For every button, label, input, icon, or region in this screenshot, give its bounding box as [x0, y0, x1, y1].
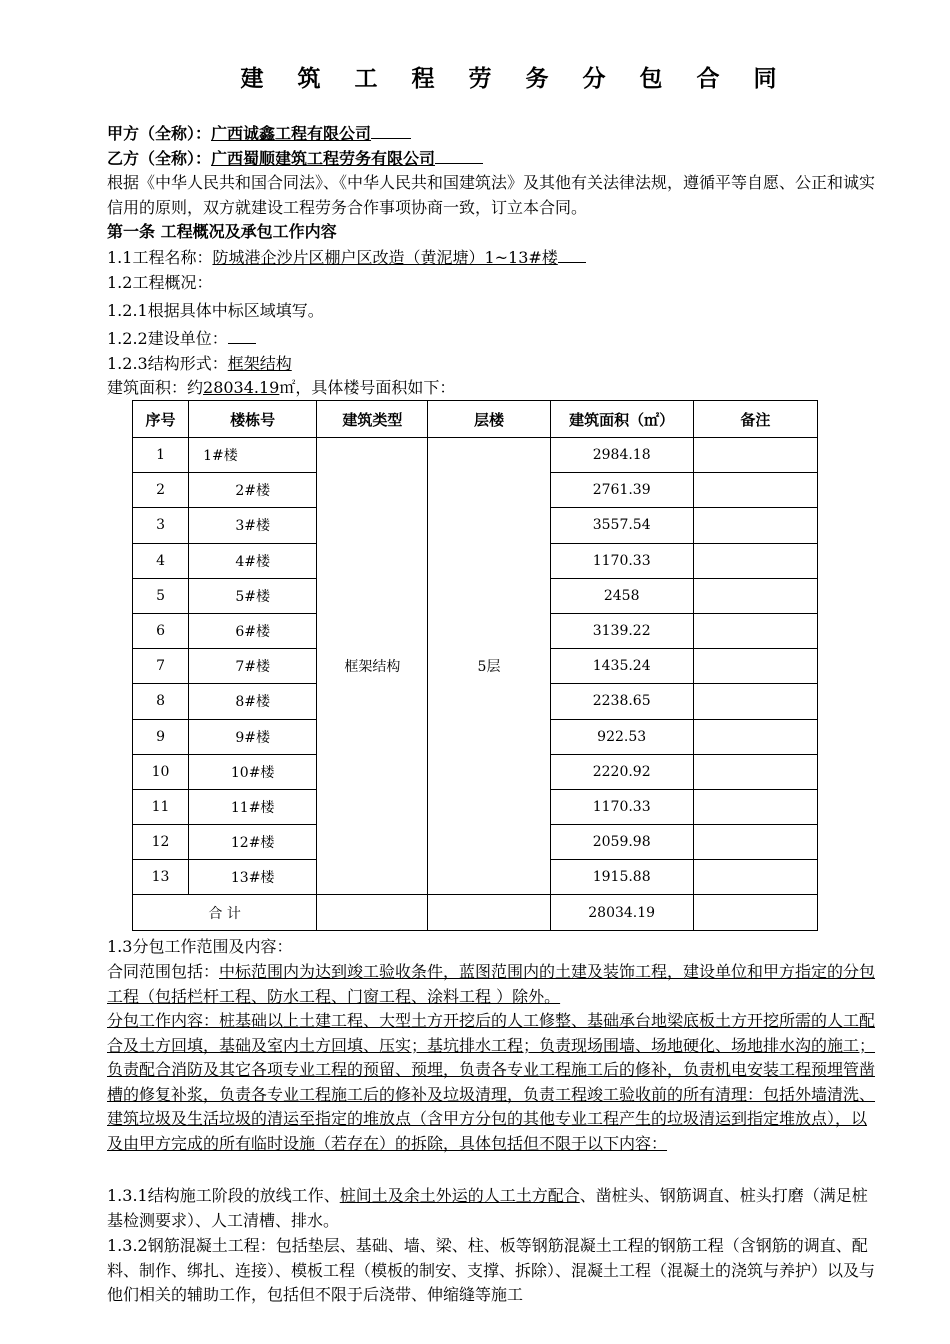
building-area: 1170.33	[550, 789, 693, 824]
row-number: 3	[133, 508, 189, 543]
row-number: 11	[133, 789, 189, 824]
building-number: 12#楼	[189, 825, 317, 860]
table-total-row	[133, 895, 818, 930]
scope-contract-body: 中标范围内为达到竣工验收条件，蓝图范围内的土建及装饰工程，建设单位和甲方指定的分包工程（包括栏杆工程、防水工程、门窗工程、涂料工程 ）除外。	[107, 962, 876, 1006]
project-name-value: 防城港企沙片区棚户区改造（黄泥塘）1~13#楼	[212, 248, 558, 267]
scope-subcontract: 分包工作内容：桩基础以上土建工程、大型土方开挖后的人工修整、基础承台地梁底板土方开挖所需的人工配合及土方回填，基础及室内土方回填、压实；基坑排水工程；负责现场围墙、场地硬化、场地排水沟的施工；负责配合消防及其它各项专业工程的预留、预埋，负责各专业工程施工后的修补，负责机电安装工程预埋管凿槽的修复补浆，负责各专业工程施工后的修补及垃圾清理，负责工程竣工验收前的所有清理：包括外墙清洗、建筑垃圾及生活垃圾的清运至指定的堆放点（含甲方分包的其他专业工程产生的垃圾清运到指定堆放点），以及由甲方完成的所有临时设施（若存在）的拆除，具体包括但不限于以下内容：	[107, 1011, 876, 1153]
preamble: 根据《中华人民共和国合同法》、《中华人民共和国建筑法》及其他有关法律法规，遵循平等自愿、公正和诚实信用的原则，双方就建设工程劳务合作事项协商一致，订立本合同。	[107, 173, 876, 217]
building-area: 2059.98	[550, 825, 693, 860]
building-area: 2761.39	[550, 473, 693, 508]
remarks-cell	[693, 613, 817, 648]
table-body	[133, 438, 818, 931]
remarks-cell	[693, 473, 817, 508]
construction-unit-blank	[228, 326, 256, 344]
building-number: 2#楼	[189, 473, 317, 508]
building-number: 13#楼	[189, 860, 317, 895]
scope-contract-prefix: 合同范围包括：	[107, 962, 220, 981]
item-1-3-1	[107, 1184, 882, 1233]
row-number: 5	[133, 578, 189, 613]
row-number: 4	[133, 543, 189, 578]
party-a-line	[107, 121, 411, 146]
row-number: 13	[133, 860, 189, 895]
item-131-c: 、凿桩头、钢筋调直、桩头打磨（满足桩基检测要求）、人工清槽、排水。	[107, 1186, 868, 1230]
building-area: 1170.33	[550, 543, 693, 578]
remarks-cell	[693, 825, 817, 860]
row-number: 8	[133, 684, 189, 719]
item-131-a: 1.3.1结构施工阶段的放线工作、	[107, 1186, 340, 1205]
project-name-blank	[558, 245, 586, 263]
col-header-remarks: 备注	[693, 401, 817, 438]
total-remarks-empty	[693, 895, 817, 930]
building-area: 2458	[550, 578, 693, 613]
overview-label: 1.2工程概况：	[107, 273, 213, 292]
remarks-cell	[693, 860, 817, 895]
table-header-row	[133, 401, 818, 438]
area-value: 28034.19	[203, 378, 280, 397]
party-a-label: 甲方（全称）：	[107, 124, 212, 143]
table-row	[133, 438, 818, 473]
article1-heading: 第一条 工程概况及承包工作内容	[107, 222, 337, 241]
overview-1: 1.2.1根据具体中标区域填写。	[107, 301, 324, 320]
overview-2-line	[107, 326, 256, 351]
building-area: 2984.18	[550, 438, 693, 473]
row-number: 12	[133, 825, 189, 860]
remarks-cell	[693, 438, 817, 473]
item-131-b: 桩间土及余土外运的人工土方配合	[339, 1186, 580, 1205]
building-number: 4#楼	[189, 543, 317, 578]
row-number: 10	[133, 754, 189, 789]
remarks-cell	[693, 508, 817, 543]
row-number: 9	[133, 719, 189, 754]
total-area: 28034.19	[550, 895, 693, 930]
remarks-cell	[693, 649, 817, 684]
overview-2: 1.2.2建设单位：	[107, 329, 228, 348]
building-number: 5#楼	[189, 578, 317, 613]
remarks-cell	[693, 578, 817, 613]
document-title: 建 筑 工 程 劳 务 分 包 合 同	[240, 66, 790, 92]
building-number: 8#楼	[189, 684, 317, 719]
row-number: 7	[133, 649, 189, 684]
area-prefix: 建筑面积：约	[107, 378, 204, 397]
project-name-line	[107, 245, 586, 270]
area-line	[107, 376, 455, 400]
floor-count: 5层	[428, 438, 550, 895]
remarks-cell	[693, 789, 817, 824]
building-area: 3139.22	[550, 613, 693, 648]
scope-contract	[107, 960, 882, 1009]
building-number: 11#楼	[189, 789, 317, 824]
row-number: 1	[133, 438, 189, 473]
party-b-blank	[435, 146, 483, 164]
party-b-name: 广西蜀顺建筑工程劳务有限公司	[211, 149, 436, 168]
building-number: 1#楼	[189, 438, 317, 473]
building-area: 3557.54	[550, 508, 693, 543]
item-1-3-2: 1.3.2钢筋混凝土工程：包括垫层、基础、墙、梁、柱、板等钢筋混凝土工程的钢筋工程（含钢筋的调直、配料、制作、绑扎、连接）、模板工程（模板的制安、支撑、拆除）、混凝土工程（混凝土的浇筑与养护）以及与他们相关的辅助工作，包括但不限于后浇带、伸缩缝等施工	[107, 1236, 876, 1304]
building-area-table	[132, 400, 818, 931]
party-b-line	[107, 146, 483, 171]
overview-3-line	[107, 352, 292, 376]
remarks-cell	[693, 543, 817, 578]
building-number: 10#楼	[189, 754, 317, 789]
row-number: 6	[133, 613, 189, 648]
col-header-floors: 层楼	[428, 401, 550, 438]
scope-heading: 1.3分包工作范围及内容：	[107, 937, 293, 956]
building-type: 框架结构	[317, 438, 428, 895]
total-type-empty	[317, 895, 428, 930]
col-header-building: 楼栋号	[189, 401, 317, 438]
building-number: 7#楼	[189, 649, 317, 684]
project-name-label: 1.1工程名称：	[107, 248, 213, 267]
structure-value: 框架结构	[227, 354, 292, 373]
remarks-cell	[693, 719, 817, 754]
total-floors-empty	[428, 895, 550, 930]
building-number: 6#楼	[189, 613, 317, 648]
area-suffix: ㎡，具体楼号面积如下：	[279, 378, 456, 397]
building-area: 2220.92	[550, 754, 693, 789]
party-b-label: 乙方（全称）：	[107, 149, 212, 168]
total-label: 合 计	[133, 895, 317, 930]
building-area: 1915.88	[550, 860, 693, 895]
party-a-blank	[371, 121, 411, 139]
structure-label: 1.2.3结构形式：	[107, 354, 228, 373]
building-area: 2238.65	[550, 684, 693, 719]
building-number: 3#楼	[189, 508, 317, 543]
building-number: 9#楼	[189, 719, 317, 754]
remarks-cell	[693, 684, 817, 719]
building-area: 1435.24	[550, 649, 693, 684]
row-number: 2	[133, 473, 189, 508]
col-header-type: 建筑类型	[317, 401, 428, 438]
col-header-area: 建筑面积（㎡）	[550, 401, 693, 438]
remarks-cell	[693, 754, 817, 789]
col-header-no: 序号	[133, 401, 189, 438]
party-a-name: 广西诚鑫工程有限公司	[211, 124, 372, 143]
building-area: 922.53	[550, 719, 693, 754]
